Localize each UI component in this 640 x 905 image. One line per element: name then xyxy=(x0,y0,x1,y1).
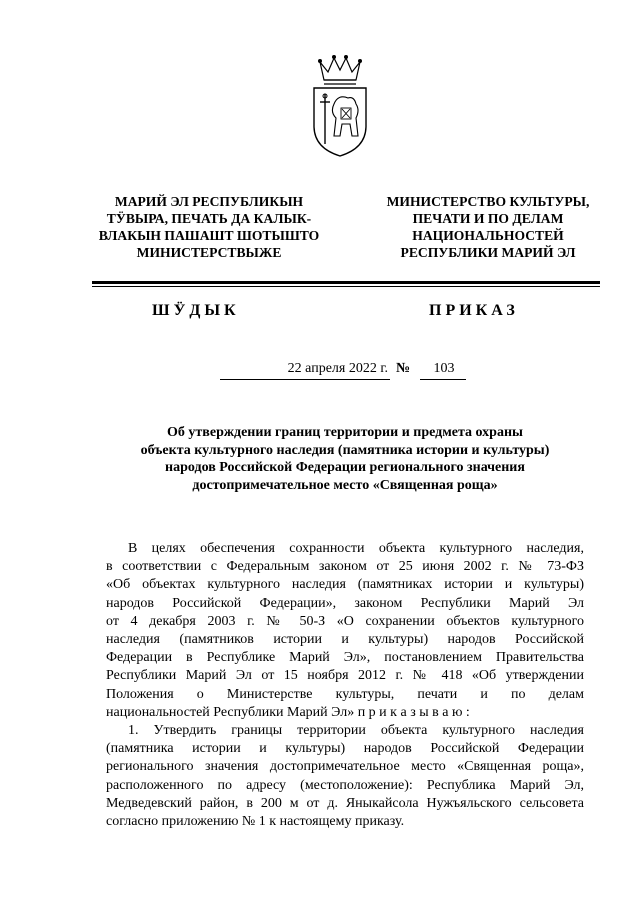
body-line: (памятника истории и культуры) народов Российской Федерации xyxy=(106,741,584,757)
order-number: 103 xyxy=(433,361,455,376)
body-line: национальностей Республики Марий Эл» п р и к а з ы в а ю : xyxy=(106,704,470,720)
document-type-title-mari: ШӰДЫК xyxy=(152,302,240,319)
body-line: Федерации в Республике Марий Эл», постановлением Правительства xyxy=(106,650,584,666)
order-date-underline xyxy=(220,379,390,380)
subject-line: народов Российской Федерации регионального значения xyxy=(165,460,525,475)
body-line: Положения о Министерстве культуры, печати и по делам xyxy=(106,686,584,702)
body-line: народов Российской Федерации», законом Республики Марий Эл xyxy=(106,595,584,611)
document-type-title-ru: ПРИКАЗ xyxy=(429,302,519,319)
header-left-line: МАРИЙ ЭЛ РЕСПУБЛИКЫН xyxy=(114,194,304,209)
header-left-line: ТӰВЫРА, ПЕЧАТЬ ДА КАЛЫК- xyxy=(106,211,312,226)
body-line: Медведевский район, в 200 м от д. Яныкайсола Нужъяльского сельсовета xyxy=(106,795,584,811)
header-left-ministry-mari xyxy=(78,193,340,261)
subject-line: достопримечательное место «Священная роща» xyxy=(192,477,498,493)
body-line: в соответствии с Федеральным законом от 25 июня 2002 г. № 73-ФЗ xyxy=(106,559,584,575)
header-divider-thick xyxy=(92,281,600,284)
body-line: наследия (памятников истории и культуры) народов Российской xyxy=(106,632,584,648)
header-right-line: ПЕЧАТИ И ПО ДЕЛАМ xyxy=(412,211,564,226)
body-line: от 4 декабря 2003 г. № 50-З «О сохранении объектов культурного xyxy=(106,613,584,629)
body-line: регионального значения достопримечательное место «Священная роща», xyxy=(106,759,584,775)
body-line: «Об объектах культурного наследия (памятниках истории и культуры) xyxy=(106,577,584,593)
header-divider-thin xyxy=(92,286,600,287)
body-line: расположенного по адресу (местоположение): Республика Марий Эл, xyxy=(106,777,584,793)
body-line: Республики Марий Эл от 15 ноября 2012 г. № 418 «Об утверждении xyxy=(106,668,584,684)
header-left-line: ВЛАКЫН ПАШАШТ ШОТЫШТО xyxy=(98,228,320,243)
body-line: согласно приложению № 1 к настоящему приказу. xyxy=(106,814,405,830)
order-subject xyxy=(110,424,580,494)
header-right-line: НАЦИОНАЛЬНОСТЕЙ xyxy=(412,228,564,243)
subject-line: Об утверждении границ территории и предмета охраны xyxy=(167,425,523,440)
order-number-sign: № xyxy=(396,361,411,376)
coat-of-arms-icon xyxy=(308,52,372,160)
subject-line: объекта культурного наследия (памятника истории и культуры) xyxy=(140,442,550,458)
header-right-line: МИНИСТЕРСТВО КУЛЬТУРЫ, xyxy=(386,194,590,209)
header-left-line: МИНИСТЕРСТВЫЖЕ xyxy=(136,245,282,260)
order-date: 22 апреля 2022 г. xyxy=(287,361,388,376)
body-line: В целях обеспечения сохранности объекта культурного наследия, xyxy=(128,541,584,556)
order-number-underline xyxy=(420,379,466,380)
header-right-line: РЕСПУБЛИКИ МАРИЙ ЭЛ xyxy=(400,245,576,260)
body-line: 1. Утвердить границы территории объекта культурного наследия xyxy=(128,723,584,739)
order-body xyxy=(106,540,584,831)
header-right-ministry-ru xyxy=(364,193,612,261)
